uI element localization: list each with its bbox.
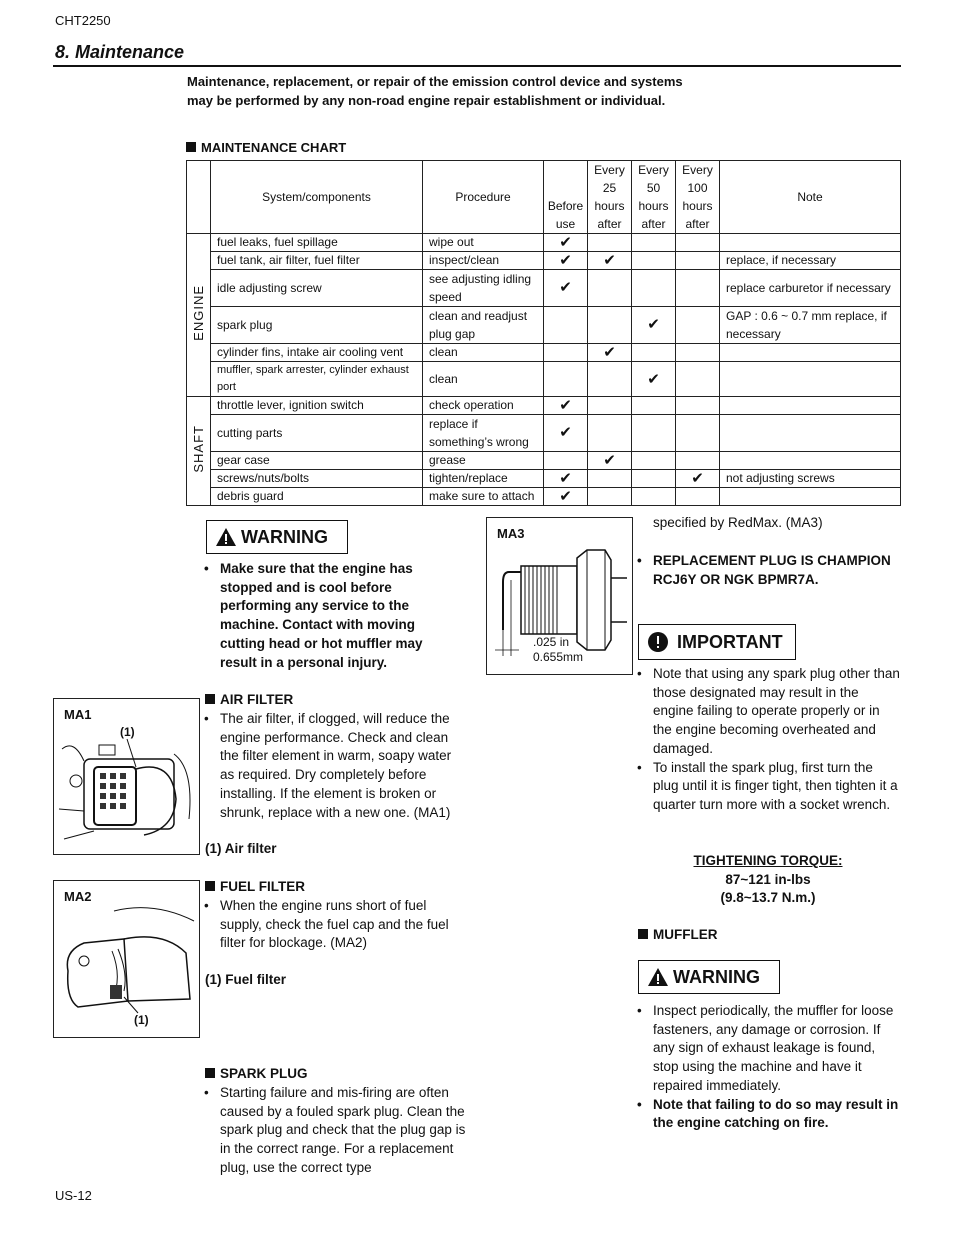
exclamation-icon (647, 631, 669, 653)
table-row (187, 397, 901, 415)
warning-label: WARNING (241, 526, 328, 547)
header-25-hours: Every 25 hours after (588, 161, 632, 234)
cell-procedure: clean (423, 344, 544, 362)
cell-procedure: check operation (423, 397, 544, 415)
fuel-filter-caption: (1) Fuel filter (205, 972, 287, 987)
table-row (187, 344, 901, 362)
cell-system: cutting parts (211, 415, 423, 452)
figure-ma3 (486, 517, 633, 675)
check-icon: ✔ (544, 270, 588, 307)
muffler-heading: MUFFLER (638, 927, 718, 942)
warning-text: • Make sure that the engine has stopped and is cool before performing any service to the machine. Contact with moving cutting head or hot muffler may result in a personal injury. (204, 560, 462, 672)
gap-mm: 0.655mm (533, 650, 584, 664)
chart-heading (186, 140, 346, 155)
cell-system: debris guard (211, 488, 423, 506)
important-label: IMPORTANT (677, 631, 783, 652)
warning-box (206, 520, 348, 554)
cell-note: replace, if necessary (720, 252, 901, 270)
check-icon: ✔ (676, 470, 720, 488)
air-filter-list (204, 710, 466, 822)
warning-label: WARNING (673, 966, 760, 987)
warning-triangle-icon (647, 967, 669, 987)
cell-note (720, 362, 901, 397)
title-rule (53, 65, 901, 67)
table-row (187, 415, 901, 452)
square-bullet-icon (205, 1068, 215, 1078)
figure-callout: (1) (134, 1013, 149, 1027)
cell-procedure: grease (423, 452, 544, 470)
cell-note: GAP : 0.6 ~ 0.7 mm replace, if necessary (720, 307, 901, 344)
cell-system: gear case (211, 452, 423, 470)
cell-system: fuel leaks, fuel spillage (211, 234, 423, 252)
intro-text: Maintenance, replacement, or repair of the emission control device and systems may be performed by any non-road engine repair establishment or individual. (187, 74, 683, 108)
check-icon: ✔ (544, 397, 588, 415)
spark-plug-text: • Starting failure and mis-firing are often caused by a fouled spark plug. Clean the spark plug and check that the plug gap is in the correct range. For a replacement plug, use the correct type (204, 1084, 466, 1178)
cell-note: not adjusting screws (720, 470, 901, 488)
header-procedure: Procedure (423, 161, 544, 234)
air-filter-caption: (1) Air filter (205, 841, 277, 856)
figure-label: MA2 (64, 889, 92, 904)
cell-system: spark plug (211, 307, 423, 344)
cell-note (720, 415, 901, 452)
warning-triangle-icon (215, 527, 237, 547)
table-row (187, 252, 901, 270)
spark-plug-continued: specified by RedMax. (MA3) (653, 515, 823, 530)
chart-header-row (187, 161, 901, 234)
torque-value-inlbs: 87~121 in-lbs (725, 871, 811, 887)
torque-title: TIGHTENING TORQUE: (693, 853, 843, 868)
square-bullet-icon (205, 694, 215, 704)
spark-plug-heading: SPARK PLUG (205, 1066, 308, 1081)
maintenance-chart (186, 160, 901, 506)
header-50-hours: Every 50 hours after (632, 161, 676, 234)
warning-list (204, 560, 462, 672)
air-filter-heading: AIR FILTER (205, 692, 293, 707)
cell-procedure: wipe out (423, 234, 544, 252)
square-bullet-icon (205, 881, 215, 891)
fuel-filter-text: • When the engine runs short of fuel supply, check the fuel cap and the fuel filter for blockage. (MA2) (204, 897, 466, 953)
fuel-filter-list (204, 897, 466, 953)
check-icon: ✔ (544, 488, 588, 506)
torque-value-nm: (9.8~13.7 N.m.) (720, 890, 816, 906)
header-note: Note (720, 161, 901, 234)
muffler-item: • Inspect periodically, the muffler for loose fasteners, any damage or corrosion. If any sign of exhaust leakage is found, stop using the machine and have it repaired immediately. (637, 1002, 901, 1096)
air-filter-illustration (54, 699, 199, 854)
important-list (637, 665, 901, 815)
table-row (187, 362, 901, 397)
table-row (187, 470, 901, 488)
check-icon: ✔ (544, 252, 588, 270)
model-number: CHT2250 (55, 13, 111, 28)
cell-system: throttle lever, ignition switch (211, 397, 423, 415)
cell-procedure: clean and readjust plug gap (423, 307, 544, 344)
cell-procedure: inspect/clean (423, 252, 544, 270)
table-row (187, 307, 901, 344)
header-system: System/components (211, 161, 423, 234)
cell-procedure: see adjusting idling speed (423, 270, 544, 307)
cell-system: cylinder fins, intake air cooling vent (211, 344, 423, 362)
header-before-use: Before use (544, 161, 588, 234)
check-icon: ✔ (588, 452, 632, 470)
figure-ma1 (53, 698, 200, 855)
cell-note (720, 452, 901, 470)
table-row (187, 270, 901, 307)
check-icon: ✔ (544, 234, 588, 252)
group-header (187, 161, 211, 234)
important-item: • Note that using any spark plug other than those designated may result in the engine failing to operate properly or in the engine becoming overheated and damaged. (637, 665, 901, 759)
gap-inches: .025 in (533, 635, 570, 649)
muffler-list (637, 1002, 901, 1133)
cell-procedure: replace if something’s wrong (423, 415, 544, 452)
check-icon: ✔ (544, 415, 588, 452)
cell-system: idle adjusting screw (211, 270, 423, 307)
table-row (187, 488, 901, 506)
cell-procedure: make sure to attach (423, 488, 544, 506)
figure-ma2 (53, 880, 200, 1038)
header-100-hours: Every 100 hours after (676, 161, 720, 234)
important-box (638, 624, 796, 660)
replacement-plug-list (637, 552, 901, 589)
muffler-item: • Note that failing to do so may result in the engine catching on fire. (637, 1096, 901, 1133)
page-number: US-12 (55, 1188, 92, 1203)
torque-block (637, 852, 899, 908)
square-bullet-icon (186, 142, 196, 152)
fuel-filter-heading: FUEL FILTER (205, 879, 305, 894)
figure-label: MA1 (64, 707, 92, 722)
replacement-plug-text: • REPLACEMENT PLUG IS CHAMPION RCJ6Y OR NGK BPMR7A. (637, 552, 901, 589)
cell-system: fuel tank, air filter, fuel filter (211, 252, 423, 270)
section-title: 8. Maintenance (55, 42, 185, 62)
cell-note: replace carburetor if necessary (720, 270, 901, 307)
cell-note (720, 488, 901, 506)
air-filter-text: • The air filter, if clogged, will reduce the engine performance. Check and clean the filter element in warm, soapy water as required. Dry completely before installing. If the element is broken or shrunk, replace with a new one. (MA1) (204, 710, 466, 822)
chart-heading-label: MAINTENANCE CHART (201, 140, 347, 155)
table-row (187, 452, 901, 470)
cell-procedure: clean (423, 362, 544, 397)
check-icon: ✔ (632, 362, 676, 397)
important-item: • To install the spark plug, first turn the plug until it is finger tight, then tighten it a quarter turn more with a socket wrench. (637, 759, 901, 815)
spark-plug-list (204, 1084, 466, 1178)
cell-note (720, 344, 901, 362)
check-icon: ✔ (588, 252, 632, 270)
fuel-filter-illustration (54, 881, 199, 1037)
figure-callout: (1) (120, 725, 135, 739)
cell-note (720, 234, 901, 252)
group-shaft: SHAFT (187, 397, 211, 506)
check-icon: ✔ (588, 344, 632, 362)
muffler-warning-box (638, 960, 780, 994)
cell-system: muffler, spark arrester, cylinder exhaust port (211, 362, 423, 397)
figure-label: MA3 (497, 526, 525, 541)
square-bullet-icon (638, 929, 648, 939)
cell-procedure: tighten/replace (423, 470, 544, 488)
table-row (187, 234, 901, 252)
cell-system: screws/nuts/bolts (211, 470, 423, 488)
group-engine: ENGINE (187, 234, 211, 397)
check-icon: ✔ (632, 307, 676, 344)
check-icon: ✔ (544, 470, 588, 488)
cell-note (720, 397, 901, 415)
